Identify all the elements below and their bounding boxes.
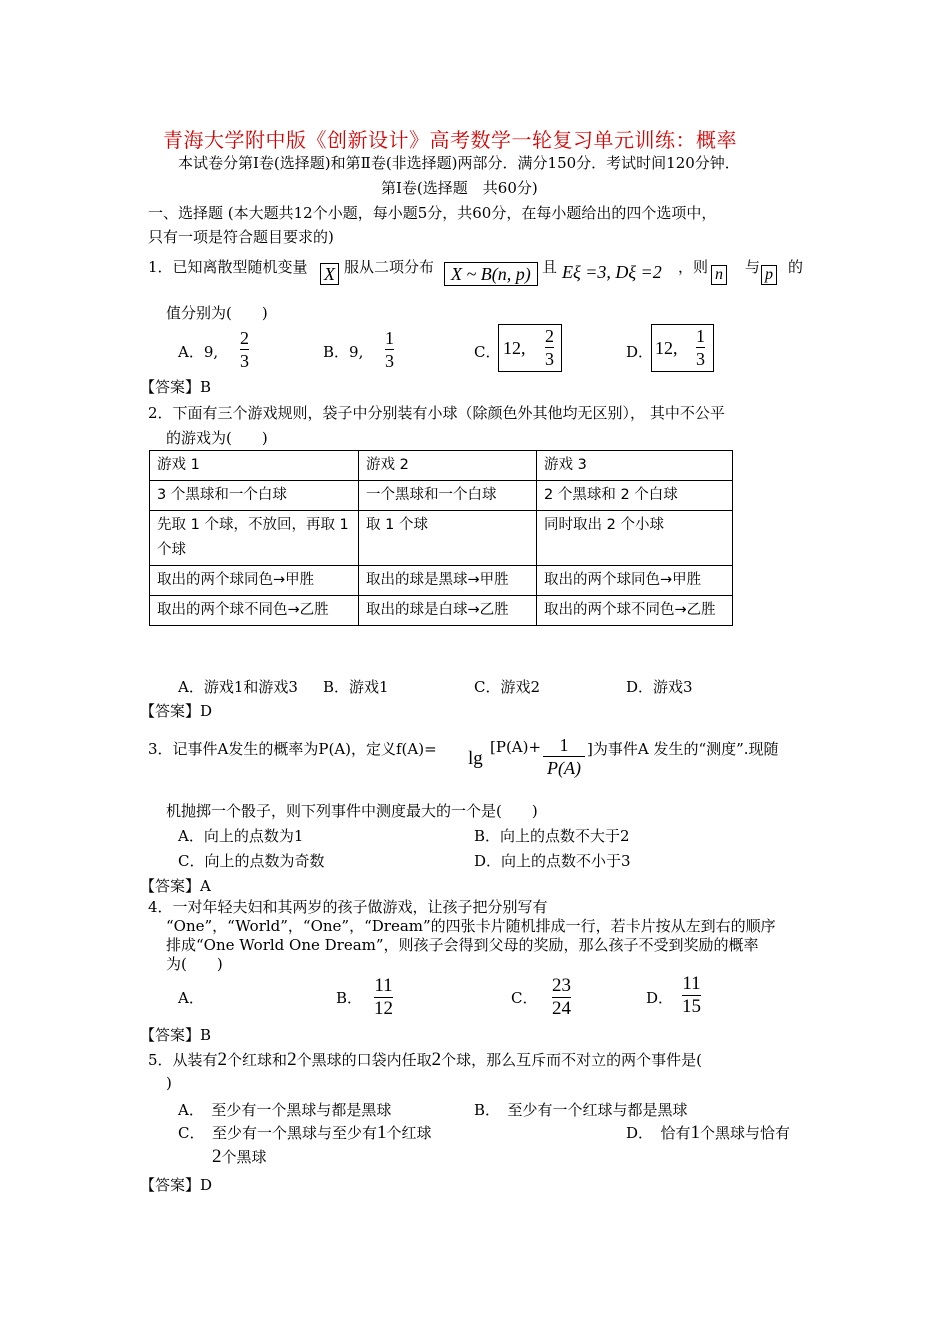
fraction-bar — [545, 347, 554, 348]
q4-option-d-label: D． — [646, 989, 674, 1007]
q3-option-c: C．向上的点数为奇数 — [178, 852, 325, 870]
table-cell: 取出的两个球不同色→乙胜 — [537, 596, 733, 626]
q1-distribution: X ~ B(n, p) — [444, 262, 538, 286]
q3-part2: [P(A)+ — [490, 738, 542, 756]
q4-answer: 【答案】B — [140, 1026, 212, 1044]
fraction-denominator: 3 — [385, 351, 394, 371]
q1-option-a-label: A．9, — [178, 343, 219, 361]
q5-text: 个黑球 — [221, 1148, 267, 1166]
q1-prefix: 1．已知离散型随机变量 — [148, 258, 308, 276]
q1-var-x: X — [320, 263, 339, 285]
q5-option-d-cont — [212, 1146, 267, 1168]
q2-option-b: B．游戏1 — [323, 678, 389, 696]
fraction-numerator: 11 — [374, 975, 393, 996]
q1-option-c-value: 12, — [503, 338, 526, 358]
fraction-numerator: 11 — [682, 973, 701, 994]
table-row — [150, 481, 733, 511]
q1-with: 与 — [745, 258, 761, 276]
q3-option-d: D．向上的点数不小于3 — [474, 852, 631, 870]
q5-text: 个黑球的口袋内任取 — [296, 1051, 432, 1069]
q2-line2: 的游戏为( ) — [166, 429, 268, 447]
table-cell: 先取 1 个球，不放回，再取 1 个球 — [150, 511, 359, 566]
q1-answer: 【答案】B — [140, 378, 212, 396]
q1-option-d-fraction — [696, 326, 705, 369]
q5-number: 2 — [431, 1049, 442, 1070]
q2-option-c: C．游戏2 — [474, 678, 541, 696]
q5-number: 2 — [287, 1049, 297, 1070]
q1-option-c-fraction — [545, 326, 554, 369]
table-cell: 2 个黑球和 2 个白球 — [537, 481, 733, 511]
table-cell: 取出的两个球不同色→乙胜 — [150, 596, 359, 626]
q3-lg: lg — [468, 748, 483, 769]
q1-of: 的 — [788, 258, 804, 276]
q5-line2: ) — [166, 1074, 172, 1092]
q3-part3: ]为事件A 发生的“测度”.现随 — [587, 740, 779, 758]
table-cell: 同时取出 2 个小球 — [537, 511, 733, 566]
q2-line1: 2．下面有三个游戏规则，袋子中分别装有小球（除颜色外其他均无区别）， 其中不公平 — [148, 404, 725, 422]
table-header-cell: 游戏 3 — [537, 451, 733, 481]
table-cell: 取出的球是白球→乙胜 — [359, 596, 537, 626]
q3-line2: 机抛掷一个骰子，则下列事件中测度最大的一个是( ) — [166, 802, 538, 820]
q4-line2: “One”，“World”，“One”，“Dream”的四张卡片随机排成一行，若卡片按从左到右的顺序 — [166, 917, 776, 935]
q5-text: 个黑球与恰有 — [700, 1124, 791, 1142]
table-row — [150, 566, 733, 596]
q3-part1: 3．记事件A发生的概率为P(A)，定义f(A)= — [148, 740, 437, 758]
q5-option-b: B． 至少有一个红球与都是黑球 — [474, 1101, 688, 1119]
table-row — [150, 596, 733, 626]
q5-number: 1 — [376, 1122, 387, 1143]
section-instructions-line2: 只有一项是符合题目要求的) — [148, 228, 334, 246]
fraction-denominator: 3 — [545, 349, 554, 369]
fraction-denominator: 3 — [696, 349, 705, 369]
q5-option-c — [178, 1122, 432, 1144]
q5-number: 2 — [212, 1146, 222, 1167]
table-row — [150, 511, 733, 566]
q3-option-b: B．向上的点数不大于2 — [474, 827, 630, 845]
fraction-denominator: P(A) — [547, 758, 581, 778]
table-cell: 取出的两个球同色→甲胜 — [150, 566, 359, 596]
q1-condition: Eξ =3, Dξ =2 — [562, 262, 662, 282]
q1-option-a-fraction — [240, 328, 249, 371]
q1-line2: 值分别为( ) — [166, 304, 268, 322]
q4-option-c-fraction — [552, 976, 571, 1019]
q1-option-d-value: 12, — [655, 338, 678, 358]
part1-heading: 第Ⅰ卷(选择题 共60分) — [381, 179, 538, 197]
q5-text: 个球，那么互斥而不对立的两个事件是( — [441, 1051, 702, 1069]
q3-answer: 【答案】A — [140, 877, 211, 895]
fraction-numerator: 1 — [696, 326, 705, 346]
table-cell: 一个黑球和一个白球 — [359, 481, 537, 511]
table-cell: 3 个黑球和一个白球 — [150, 481, 359, 511]
q4-option-b-label: B． — [336, 989, 363, 1007]
fraction-denominator: 12 — [374, 998, 393, 1019]
fraction-bar — [543, 756, 585, 757]
q5-option-a: A． 至少有一个黑球与都是黑球 — [178, 1101, 392, 1119]
fraction-numerator: 23 — [552, 975, 571, 996]
fraction-denominator: 15 — [682, 996, 701, 1017]
table-header-cell: 游戏 1 — [150, 451, 359, 481]
table-header-cell: 游戏 2 — [359, 451, 537, 481]
q1-option-b-fraction — [385, 328, 394, 371]
q5-text: 5．从装有 — [148, 1051, 218, 1069]
q2-option-d: D．游戏3 — [626, 678, 693, 696]
fraction-denominator: 3 — [240, 351, 249, 371]
page-title: 青海大学附中版《创新设计》高考数学一轮复习单元训练：概率 — [163, 128, 737, 152]
fraction-bar — [240, 349, 249, 350]
q2-option-a: A．游戏1和游戏3 — [178, 678, 298, 696]
fraction-numerator: 2 — [545, 326, 554, 346]
q4-line3: 排成“One World One Dream”，则孩子会得到父母的奖励，那么孩子不受到奖励的概率 — [166, 936, 759, 954]
q1-and: 且 — [542, 258, 558, 276]
q1-then: ，则 — [678, 258, 709, 276]
q3-fraction — [543, 735, 585, 778]
table-cell: 取出的球是黑球→甲胜 — [359, 566, 537, 596]
q4-option-b-fraction — [374, 976, 393, 1019]
table-cell: 取出的两个球同色→甲胜 — [537, 566, 733, 596]
q4-line1: 4．一对年轻夫妇和其两岁的孩子做游戏，让孩子把分别写有 — [148, 898, 548, 916]
q5-text: 个红球和 — [227, 1051, 288, 1069]
exam-intro: 本试卷分第Ⅰ卷(选择题)和第Ⅱ卷(非选择题)两部分．满分150分．考试时间120分钟． — [178, 154, 740, 172]
q4-option-d-fraction — [682, 974, 701, 1017]
q1-n: n — [711, 265, 727, 285]
q1-p: p — [761, 265, 777, 285]
q5-option-d — [626, 1122, 790, 1144]
q2-game-table — [149, 450, 733, 626]
q1-option-c-label: C． — [474, 343, 501, 361]
q2-answer: 【答案】D — [140, 702, 213, 720]
q4-option-a-label: A． — [178, 989, 204, 1007]
fraction-numerator: 2 — [240, 328, 249, 348]
table-cell: 取 1 个球 — [359, 511, 537, 566]
fraction-numerator: 1 — [559, 735, 569, 755]
q1-option-b-label: B．9, — [323, 343, 364, 361]
q1-mid: 服从二项分布 — [344, 258, 435, 276]
q1-option-d-label: D． — [626, 343, 654, 361]
q5-number: 2 — [217, 1049, 228, 1070]
fraction-bar — [696, 347, 705, 348]
fraction-numerator: 1 — [385, 328, 394, 348]
q5-text: D． 恰有 — [626, 1124, 691, 1142]
q5-number: 1 — [690, 1122, 701, 1143]
q5-text: C． 至少有一个黑球与至少有 — [178, 1124, 377, 1142]
q5-text: 个红球 — [386, 1124, 432, 1142]
q4-line4: 为( ) — [166, 955, 223, 973]
q5-line1 — [148, 1049, 702, 1071]
q3-option-a: A．向上的点数为1 — [178, 827, 304, 845]
q5-answer: 【答案】D — [140, 1176, 213, 1194]
q4-option-c-label: C． — [511, 989, 538, 1007]
table-header-row — [150, 451, 733, 481]
fraction-bar — [385, 349, 394, 350]
fraction-denominator: 24 — [552, 998, 571, 1019]
section-instructions-line1: 一、选择题 (本大题共12个小题，每小题5分，共60分，在每小题给出的四个选项中， — [148, 204, 717, 222]
